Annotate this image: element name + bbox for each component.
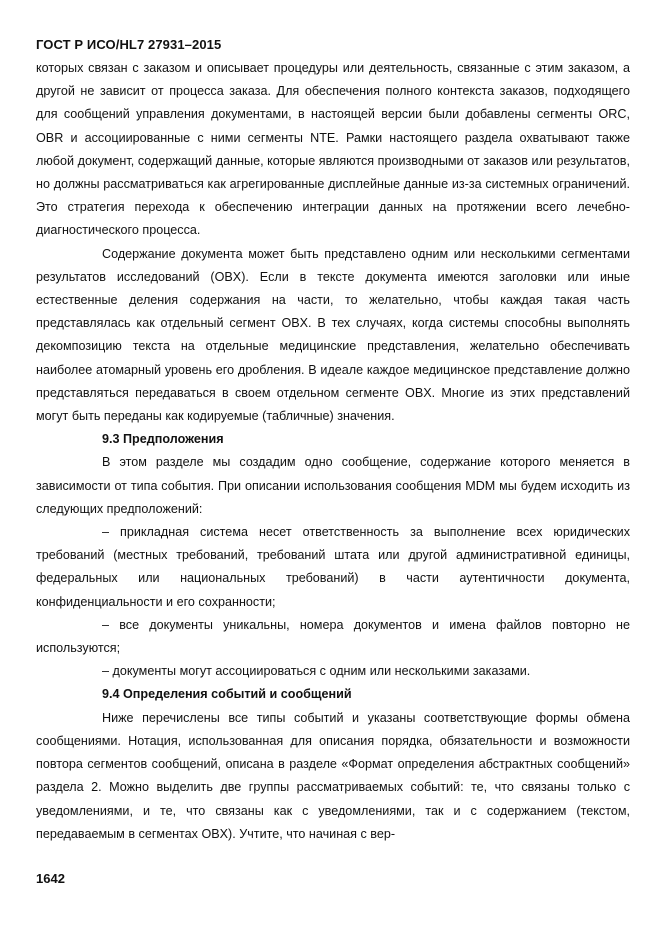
section-heading-9-4: 9.4 Определения событий и сообщений [102,687,352,702]
list-item-orders: – документы могут ассоциироваться с одним или несколькими заказами. [102,664,531,679]
list-item-legal-requirements: – прикладная система несет ответственность за выполнение всех юридических требований (местных требований, требований штата или другой административной единицы, федеральных или национальных требований) в части аутентичности документа, конфиденциальности и его сохранности; [36,525,630,609]
document-body [36,57,630,846]
standard-header: ГОСТ Р ИСО/HL7 27931–2015 [36,37,222,52]
page-number: 1642 [36,871,65,886]
paragraph-assumptions-intro: В этом разделе мы создадим одно сообщение, содержание которого меняется в зависимости от типа события. При описании использования сообщения MDM мы будем исходить из следующих предположений: [36,455,630,516]
list-item-unique-documents: – все документы уникальны, номера документов и имена файлов повторно не используются; [36,617,630,656]
paragraph-event-definitions: Ниже перечислены все типы событий и указаны соответствующие формы обмена сообщениями. Нотация, использованная для описания порядка, обязательности и возможности повтора сегментов сообщений, описана в разделе «Формат определения абстрактных сообщений» раздела 2. Можно выделить две группы рассматриваемых событий: те, что связаны только с уведомлениями, и те, что связаны как с уведомлениями, так и с содержанием (текстом, передаваемым в сегментах OBX). Учтите, что начиная с вер- [36,710,630,841]
paragraph-obx-content: Содержание документа может быть представлено одним или несколькими сегментами результатов исследований (OBX). Если в тексте документа имеются заголовки или иные естественные деления содержания на части, то желательно, чтобы каждая такая часть представлялась как отдельный сегмент OBX. В тех случаях, когда системы способны выполнять декомпозицию текста на отдельные медицинские представления, желательно обеспечивать наиболее атомарный уровень его дробления. В идеале каждое медицинское представление должно представляться передаваться в своем отдельном сегменте OBX. Многие из этих представлений могут быть переданы как кодируемые (табличные) значения. [36,246,630,424]
section-heading-9-3: 9.3 Предположения [102,432,224,447]
paragraph-continuation: которых связан с заказом и описывает процедуры или деятельность, связанные с этим заказом, а другой не зависит от процесса заказа. Для обеспечения полного контекста заказов, подходящего для сообщений управления документами, в настоящей версии были добавлены сегменты ORC, OBR и ассоциированные с ними сегменты NTE. Рамки настоящего раздела охватывают также любой документ, содержащий данные, которые являются производными от заказов или результатов, но должны рассматриваться как агрегированные дисплейные данные из-за системных ограничений. Это стратегия перехода к обеспечению интеграции данных на протяжении всего лечебно-диагностического процесса. [36,61,630,238]
